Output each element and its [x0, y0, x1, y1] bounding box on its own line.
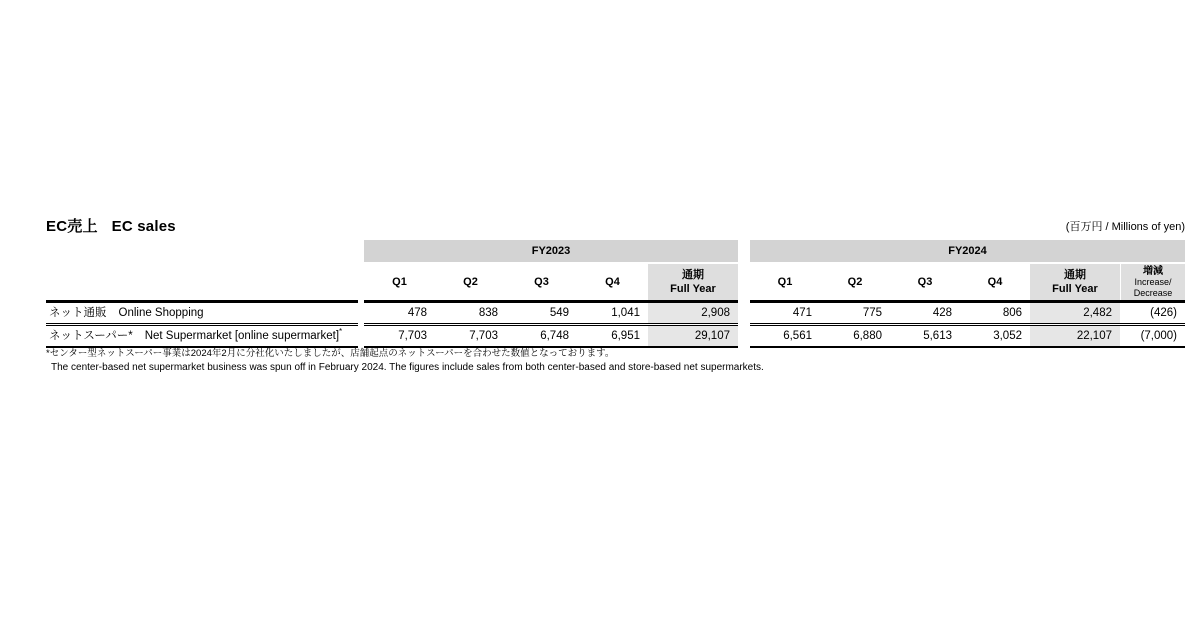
label-band-spacer	[46, 240, 358, 264]
fy2024-full-year-header	[1030, 264, 1120, 300]
fy2023-q4-value: 6,951	[611, 330, 640, 342]
page-title-japanese: EC売上	[46, 218, 98, 235]
fy2023-q3-header: Q3	[534, 276, 549, 288]
row-label-en: Online Shopping	[118, 307, 204, 319]
footnote-japanese: *センター型ネットスーパー事業は2024年2月に分社化いたしましたが、店舗起点のネットスーパーを合わせた数値となっております。	[46, 348, 615, 359]
fy2024-q2-value: 6,880	[853, 330, 882, 342]
fy2023-q4-header: Q4	[605, 276, 620, 288]
full-year-label-jp: 通期	[1064, 268, 1086, 281]
section-row-labels	[46, 240, 358, 348]
fy2023-q3-value: 6,748	[540, 330, 569, 342]
full-year-label-en: Full Year	[1052, 283, 1098, 295]
increase-decrease-label-en1: Increase/	[1134, 277, 1172, 288]
row-label-net-supermarket	[46, 326, 358, 346]
fy2024-q2-header: Q2	[847, 276, 863, 288]
fy2024-column-headers	[750, 264, 1185, 300]
increase-decrease-label-jp: 増減	[1143, 265, 1163, 277]
fy2023-q2-value: 838	[478, 307, 498, 319]
unit-note: (百万円 / Millions of yen)	[1065, 221, 1185, 233]
table-row	[364, 325, 738, 348]
label-header-spacer	[46, 264, 358, 300]
increase-decrease-label-en2: Decrease	[1133, 287, 1173, 298]
increase-decrease-value: (426)	[1120, 303, 1185, 323]
fy2023-q1-value: 478	[407, 307, 427, 319]
fy2023-full-year-value: 29,107	[648, 326, 738, 346]
fy2024-q3-value: 5,613	[923, 330, 952, 342]
fy2024-q4-value: 3,052	[993, 330, 1022, 342]
fy2023-q4-value: 1,041	[611, 307, 640, 319]
row-label-jp: ネット通販	[49, 307, 107, 319]
fy2024-band-header: FY2024	[750, 240, 1185, 262]
fy2023-q3-value: 549	[549, 307, 569, 319]
fy2024-q4-value: 806	[1002, 307, 1022, 319]
fy2023-q2-header: Q2	[463, 276, 478, 288]
section-fy2024	[750, 240, 1185, 348]
row-label-jp: ネットスーパー*	[49, 330, 133, 342]
row-label-superscript: *	[339, 327, 343, 337]
row-label-en: Net Supermarket [online supermarket]	[144, 330, 340, 342]
fy2024-q2-value: 775	[862, 307, 882, 319]
table-row	[46, 325, 358, 348]
fy2023-q1-header: Q1	[392, 276, 407, 288]
fy2023-column-headers	[364, 264, 738, 300]
fy2023-band-header: FY2023	[364, 240, 738, 262]
page-title	[46, 215, 176, 236]
fy2024-q3-value: 428	[932, 307, 952, 319]
footnote-english: The center-based net supermarket business was spun off in February 2024. The figures include sales from both center-based and store-based net supermarkets.	[51, 361, 764, 373]
fy2024-full-year-value: 22,107	[1030, 326, 1120, 346]
fy2024-q1-value: 6,561	[783, 330, 812, 342]
section-fy2023	[364, 240, 738, 348]
footnote	[46, 348, 764, 374]
table-row	[750, 300, 1185, 324]
fy2024-q1-value: 471	[792, 307, 812, 319]
ec-sales-table	[46, 240, 1185, 348]
increase-decrease-header	[1120, 264, 1185, 300]
table-row	[46, 300, 358, 324]
full-year-label-jp: 通期	[682, 268, 704, 281]
fy2024-full-year-value: 2,482	[1030, 303, 1120, 323]
fy2024-q3-header: Q3	[917, 276, 933, 288]
table-row	[364, 300, 738, 324]
fy2024-q1-header: Q1	[777, 276, 793, 288]
fy2023-full-year-value: 2,908	[648, 303, 738, 323]
fy2023-q1-value: 7,703	[398, 330, 427, 342]
increase-decrease-value: (7,000)	[1120, 326, 1185, 346]
full-year-label-en: Full Year	[670, 283, 716, 295]
fy2024-q4-header: Q4	[987, 276, 1003, 288]
row-label-online-shopping	[46, 303, 358, 323]
fy2023-full-year-header	[648, 264, 738, 300]
fy2023-q2-value: 7,703	[469, 330, 498, 342]
table-row	[750, 325, 1185, 348]
page-title-english: EC sales	[111, 218, 176, 235]
